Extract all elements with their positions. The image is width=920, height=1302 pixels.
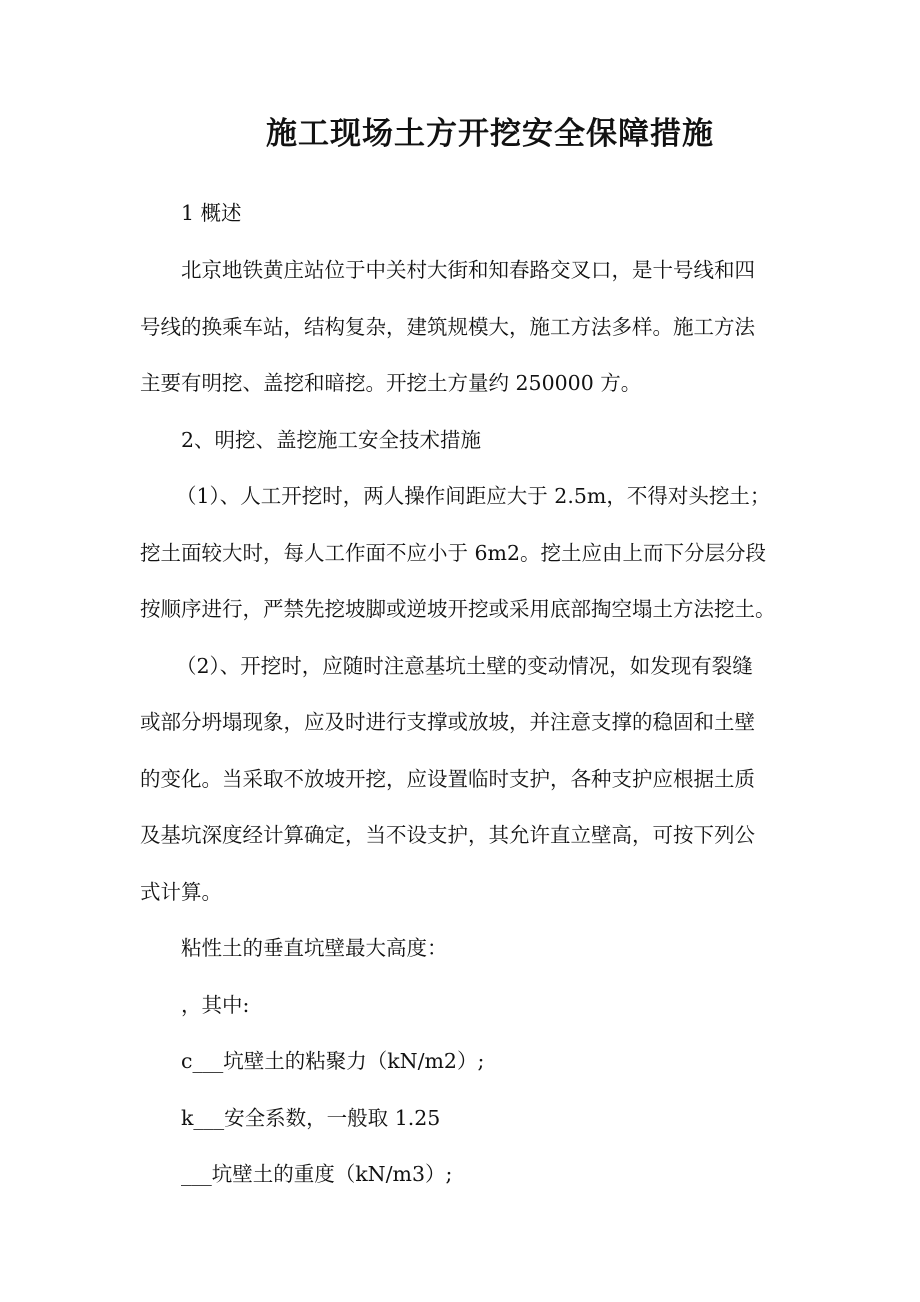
paragraph-line: 及基坑深度经计算确定，当不设支护，其允许直立壁高，可按下列公: [140, 823, 755, 847]
definition-cohesion: c___坑壁土的粘聚力（kN/m2）;: [181, 1049, 485, 1073]
paragraph-line: 的变化。当采取不放坡开挖，应设置临时支护，各种支护应根据土质: [140, 767, 755, 791]
paragraph-line: 号线的换乘车站，结构复杂，建筑规模大，施工方法多样。施工方法: [140, 315, 755, 339]
paragraph-line: 挖土面较大时，每人工作面不应小于 6m2。挖土应由上而下分层分段: [140, 541, 767, 565]
formula-intro: 粘性土的垂直坑壁最大高度：: [181, 936, 448, 960]
paragraph-line: 主要有明挖、盖挖和暗挖。开挖土方量约 250000 方。: [140, 371, 642, 395]
definition-unit-weight: ___坑壁土的重度（kN/m3）;: [181, 1162, 453, 1186]
where-label: ，其中:: [181, 993, 250, 1017]
paragraph-line: （1）、人工开挖时，两人操作间距应大于 2.5m，不得对头挖土；: [176, 484, 771, 508]
paragraph-line: 北京地铁黄庄站位于中关村大街和知春路交叉口，是十号线和四: [181, 258, 755, 282]
paragraph-line: 按顺序进行，严禁先挖坡脚或逆坡开挖或采用底部掏空塌土方法挖土。: [140, 597, 776, 621]
paragraph-line: 式计算。: [140, 880, 222, 904]
document-title: 施工现场土方开挖安全保障措施: [266, 116, 714, 152]
section-2-heading: 2、明挖、盖挖施工安全技术措施: [181, 428, 482, 452]
paragraph-line: （2）、开挖时，应随时注意基坑土壁的变动情况，如发现有裂缝: [176, 654, 753, 678]
definition-safety-factor: k___安全系数，一般取 1.25: [181, 1106, 441, 1130]
section-1-heading: 1 概述: [181, 201, 242, 225]
paragraph-line: 或部分坍塌现象，应及时进行支撑或放坡，并注意支撑的稳固和土壁: [140, 710, 755, 734]
